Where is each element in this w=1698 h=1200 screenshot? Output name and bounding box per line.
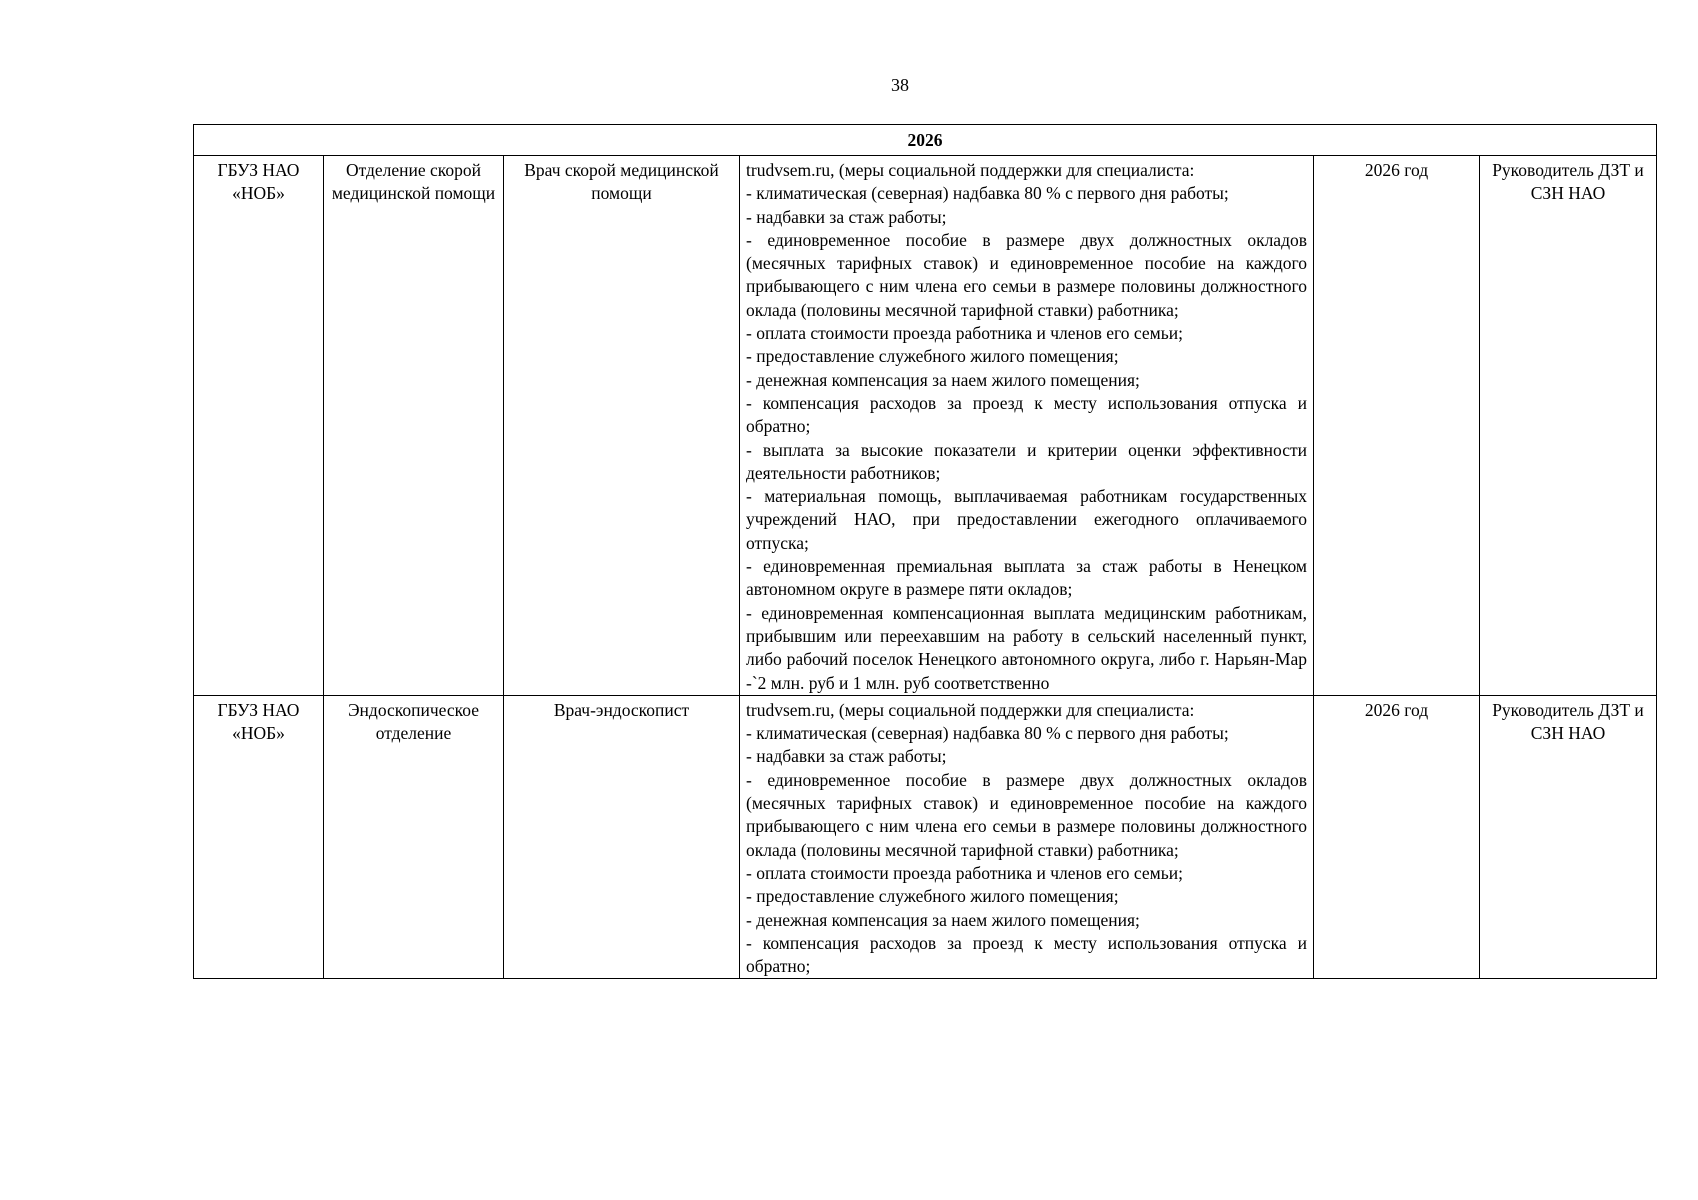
year-header-row (194, 125, 1657, 156)
measures-intro: trudvsem.ru, (меры социальной поддержки для специалиста: (746, 699, 1195, 720)
support-measures-cell (740, 156, 1314, 696)
measures-table (193, 124, 1657, 979)
department-cell: Эндоскопическое отделение (324, 695, 504, 979)
measure-item: - климатическая (северная) надбавка 80 % с первого дня работы; (746, 183, 1229, 204)
measure-item: - оплата стоимости проезда работника и членов его семьи; (746, 862, 1183, 883)
measure-item: - предоставление служебного жилого помещения; (746, 886, 1119, 907)
responsible-cell: Руководитель ДЗТ и СЗН НАО (1480, 156, 1657, 696)
term-cell: 2026 год (1314, 156, 1480, 696)
measure-item: - компенсация расходов за проезд к месту использования отпуска и обратно; (746, 932, 1307, 977)
measure-item: - денежная компенсация за наем жилого помещения; (746, 909, 1140, 930)
measure-item: - единовременная компенсационная выплата медицинским работникам, прибывшим или переехавшим на работу в сельский населенный пункт, либо рабочий поселок Ненецкого автономного округа, либо г. Нарьян-Мар -`2 млн. руб и 1 млн. руб соответственно (746, 602, 1307, 693)
measures-intro: trudvsem.ru, (меры социальной поддержки для специалиста: (746, 160, 1195, 180)
measure-item: - надбавки за стаж работы; (746, 746, 947, 767)
measure-item: - материальная помощь, выплачиваемая работникам государственных учреждений НАО, при предоставлении ежегодного оплачиваемого отпуска; (746, 486, 1307, 553)
measure-item: - оплата стоимости проезда работника и членов его семьи; (746, 323, 1183, 344)
position-cell: Врач-эндоскопист (504, 695, 740, 979)
support-measures-cell (740, 695, 1314, 979)
measure-item: - денежная компенсация за наем жилого помещения; (746, 369, 1140, 390)
position-cell: Врач скорой медицинской помощи (504, 156, 740, 696)
table-row (194, 156, 1657, 696)
organization-cell: ГБУЗ НАО «НОБ» (194, 695, 324, 979)
measure-item: - компенсация расходов за проезд к месту использования отпуска и обратно; (746, 392, 1307, 437)
measure-item: - надбавки за стаж работы; (746, 206, 947, 227)
term-cell: 2026 год (1314, 695, 1480, 979)
measure-item: - выплата за высокие показатели и критерии оценки эффективности деятельности работников; (746, 439, 1307, 483)
table-row (194, 695, 1657, 979)
measure-item: - единовременная премиальная выплата за стаж работы в Ненецком автономном округе в размере пяти окладов; (746, 556, 1307, 600)
year-header: 2026 (194, 125, 1657, 156)
responsible-cell: Руководитель ДЗТ и СЗН НАО (1480, 695, 1657, 979)
measure-item: - единовременное пособие в размере двух должностных окладов (месячных тарифных ставок) и единовременное пособие на каждого прибывающего с ним члена его семьи в размере половины должностного оклада (половины месячной тарифной ставки) работника; (746, 769, 1307, 860)
measure-item: - климатическая (северная) надбавка 80 % с первого дня работы; (746, 723, 1229, 744)
organization-cell: ГБУЗ НАО «НОБ» (194, 156, 324, 696)
measure-item: - единовременное пособие в размере двух должностных окладов (месячных тарифных ставок) и единовременное пособие на каждого прибывающего с ним члена его семьи в размере половины должностного оклада (половины месячной тарифной ставки) работника; (746, 229, 1307, 320)
page-number: 38 (891, 75, 909, 95)
department-cell: Отделение скорой медицинской помощи (324, 156, 504, 696)
measure-item: - предоставление служебного жилого помещения; (746, 346, 1119, 367)
